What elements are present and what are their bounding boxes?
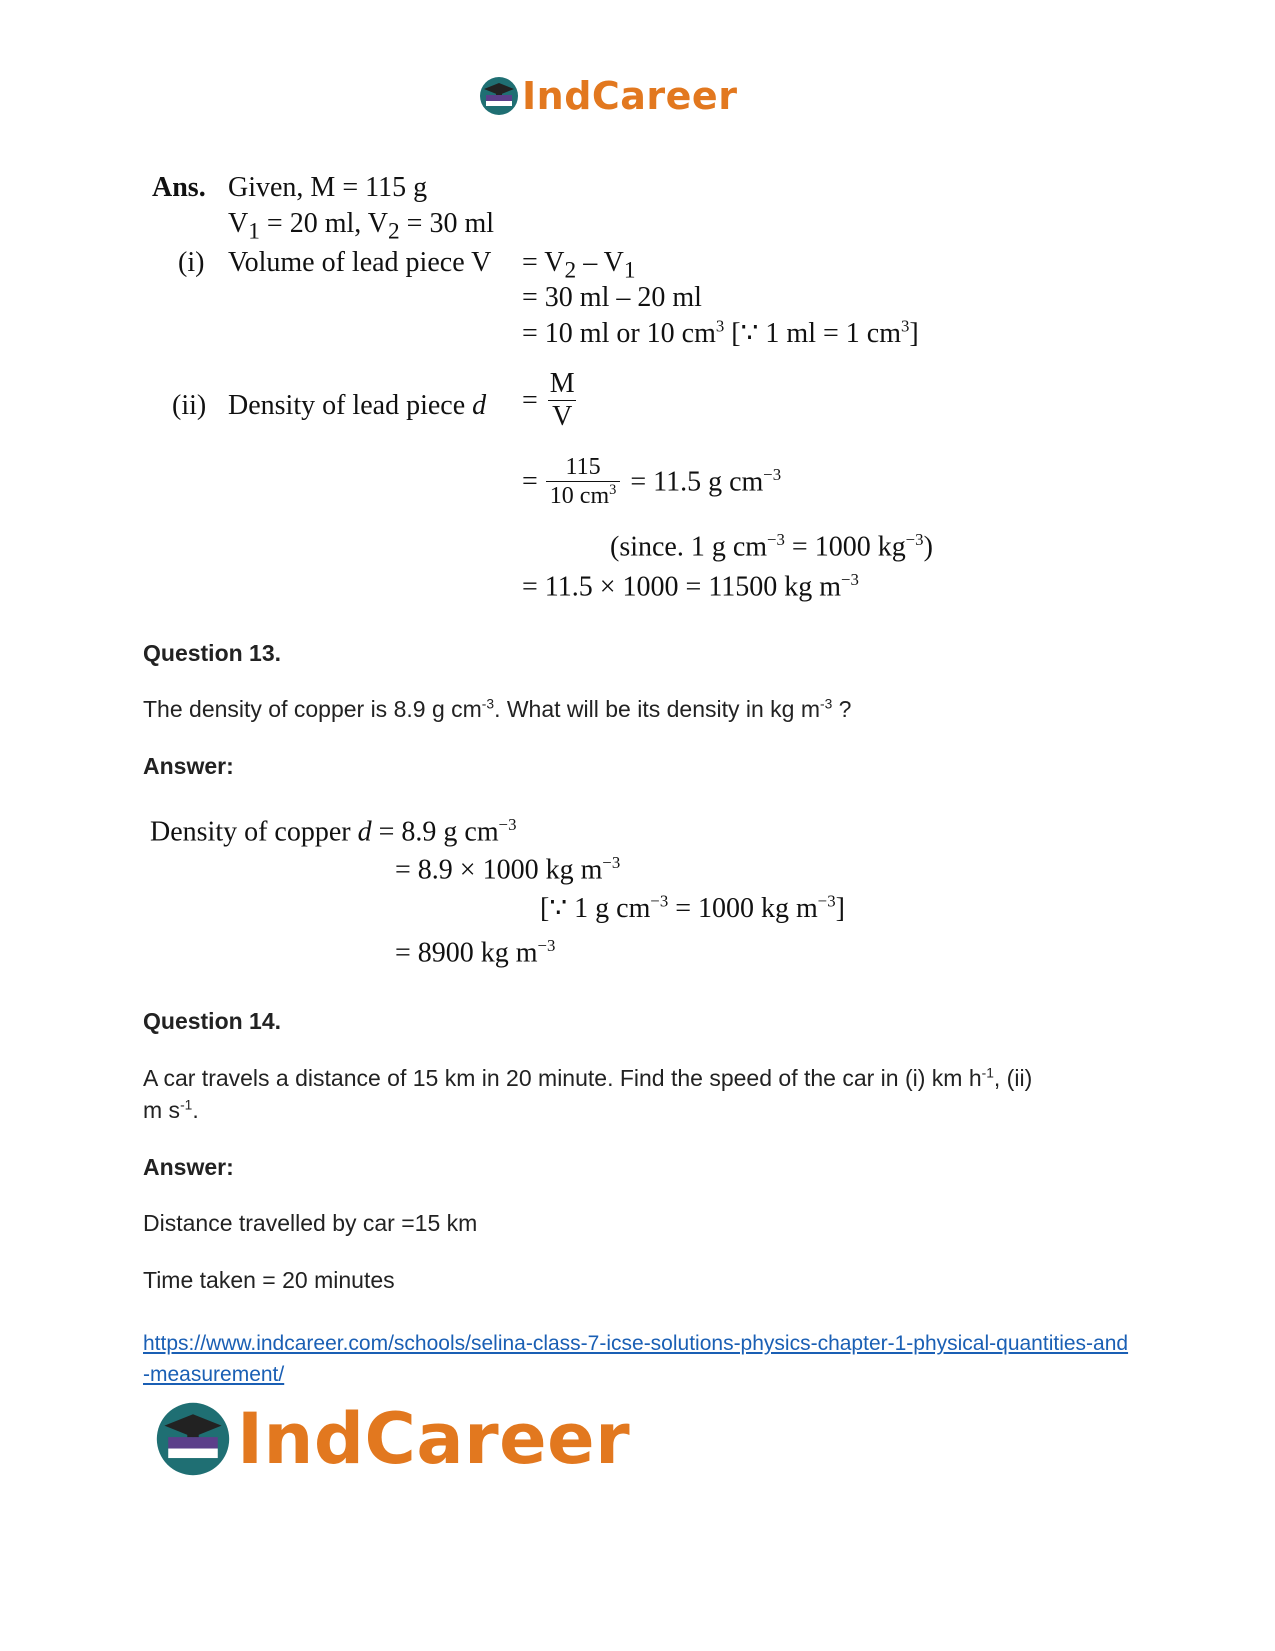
- ans-label: Ans.: [152, 172, 206, 203]
- part-ii-label: (ii): [172, 390, 207, 421]
- header-logo: [478, 74, 737, 118]
- frac-m-over-v: = $\frac{M}{V}$: [522, 368, 579, 433]
- given-m: Given, M = 115 g: [228, 172, 428, 203]
- question-14-answer-label: Answer:: [143, 1154, 234, 1180]
- part-i-label: (i): [178, 247, 205, 278]
- q13-line2: = 8.9 × 1000 kg $m^{-3}$: [395, 853, 621, 886]
- question-14-title: Question 14.: [143, 1008, 282, 1034]
- part-ii-text: Density of lead piece d: [228, 390, 487, 421]
- time-line: Time taken = 20 minutes: [143, 1267, 395, 1293]
- part-i-text: Volume of lead piece V: [228, 247, 492, 278]
- source-url-link[interactable]: https://www.indcareer.com/schools/selina-class-7-icse-solutions-physics-chapter-1-physical-quantities-and-measurement/: [143, 1332, 1129, 1386]
- question-14-text-line1: A car travels a distance of 15 km in 20 minute. Find the speed of the car in (i) km $h^{-1}$, (ii): [143, 1065, 1033, 1091]
- distance-line: Distance travelled by car =15 km: [143, 1210, 478, 1236]
- header-logo-text: IndCareer: [522, 74, 738, 118]
- given-volumes: $V_1 = 20$ ml, $V_2 = 30$ ml: [228, 208, 495, 245]
- frac-denominator: V: [548, 400, 576, 433]
- graduation-book-icon: [153, 1399, 233, 1479]
- part-i-eq2: = 30 ml – 20 ml: [522, 282, 702, 313]
- footer-logo-text: IndCareer: [237, 1398, 631, 1480]
- question-13-text: The density of copper is 8.9 g $cm^{-3}$. What will be its density in kg $m^{-3}$ ?: [143, 696, 852, 722]
- frac-115-over-10: = $\frac{115}{10 cm^3}$ = 11.5 g $cm^{-3}$: [522, 454, 782, 509]
- q13-line3: [∵ 1 g $cm^{-3} = 1000$ kg $m^{-3}$]: [540, 891, 845, 924]
- final-result: = 11.5 × 1000 = 11500 kg $m^{-3}$: [522, 570, 859, 603]
- part-i-eq3: = 10 ml or 10 $cm^3$ [∵ 1 ml = 1 $cm^3$]: [522, 316, 919, 349]
- question-14-text-line2: m $s^{-1}$.: [143, 1097, 199, 1123]
- question-13-answer-label: Answer:: [143, 753, 234, 779]
- frac-numerator: M: [549, 368, 575, 399]
- graduation-book-icon: [478, 75, 520, 117]
- question-13-title: Question 13.: [143, 640, 282, 666]
- since-note: (since. 1 g $cm^{-3} = 1000$ $kg^{-3}$): [610, 530, 933, 563]
- footer-logo: [153, 1398, 630, 1480]
- q13-line4: = 8900 kg $m^{-3}$: [395, 936, 556, 969]
- q13-line1: Density of copper d = 8.9 g $cm^{-3}$: [150, 815, 517, 848]
- part-i-eq1: = $V_2 - V_1$: [522, 247, 636, 284]
